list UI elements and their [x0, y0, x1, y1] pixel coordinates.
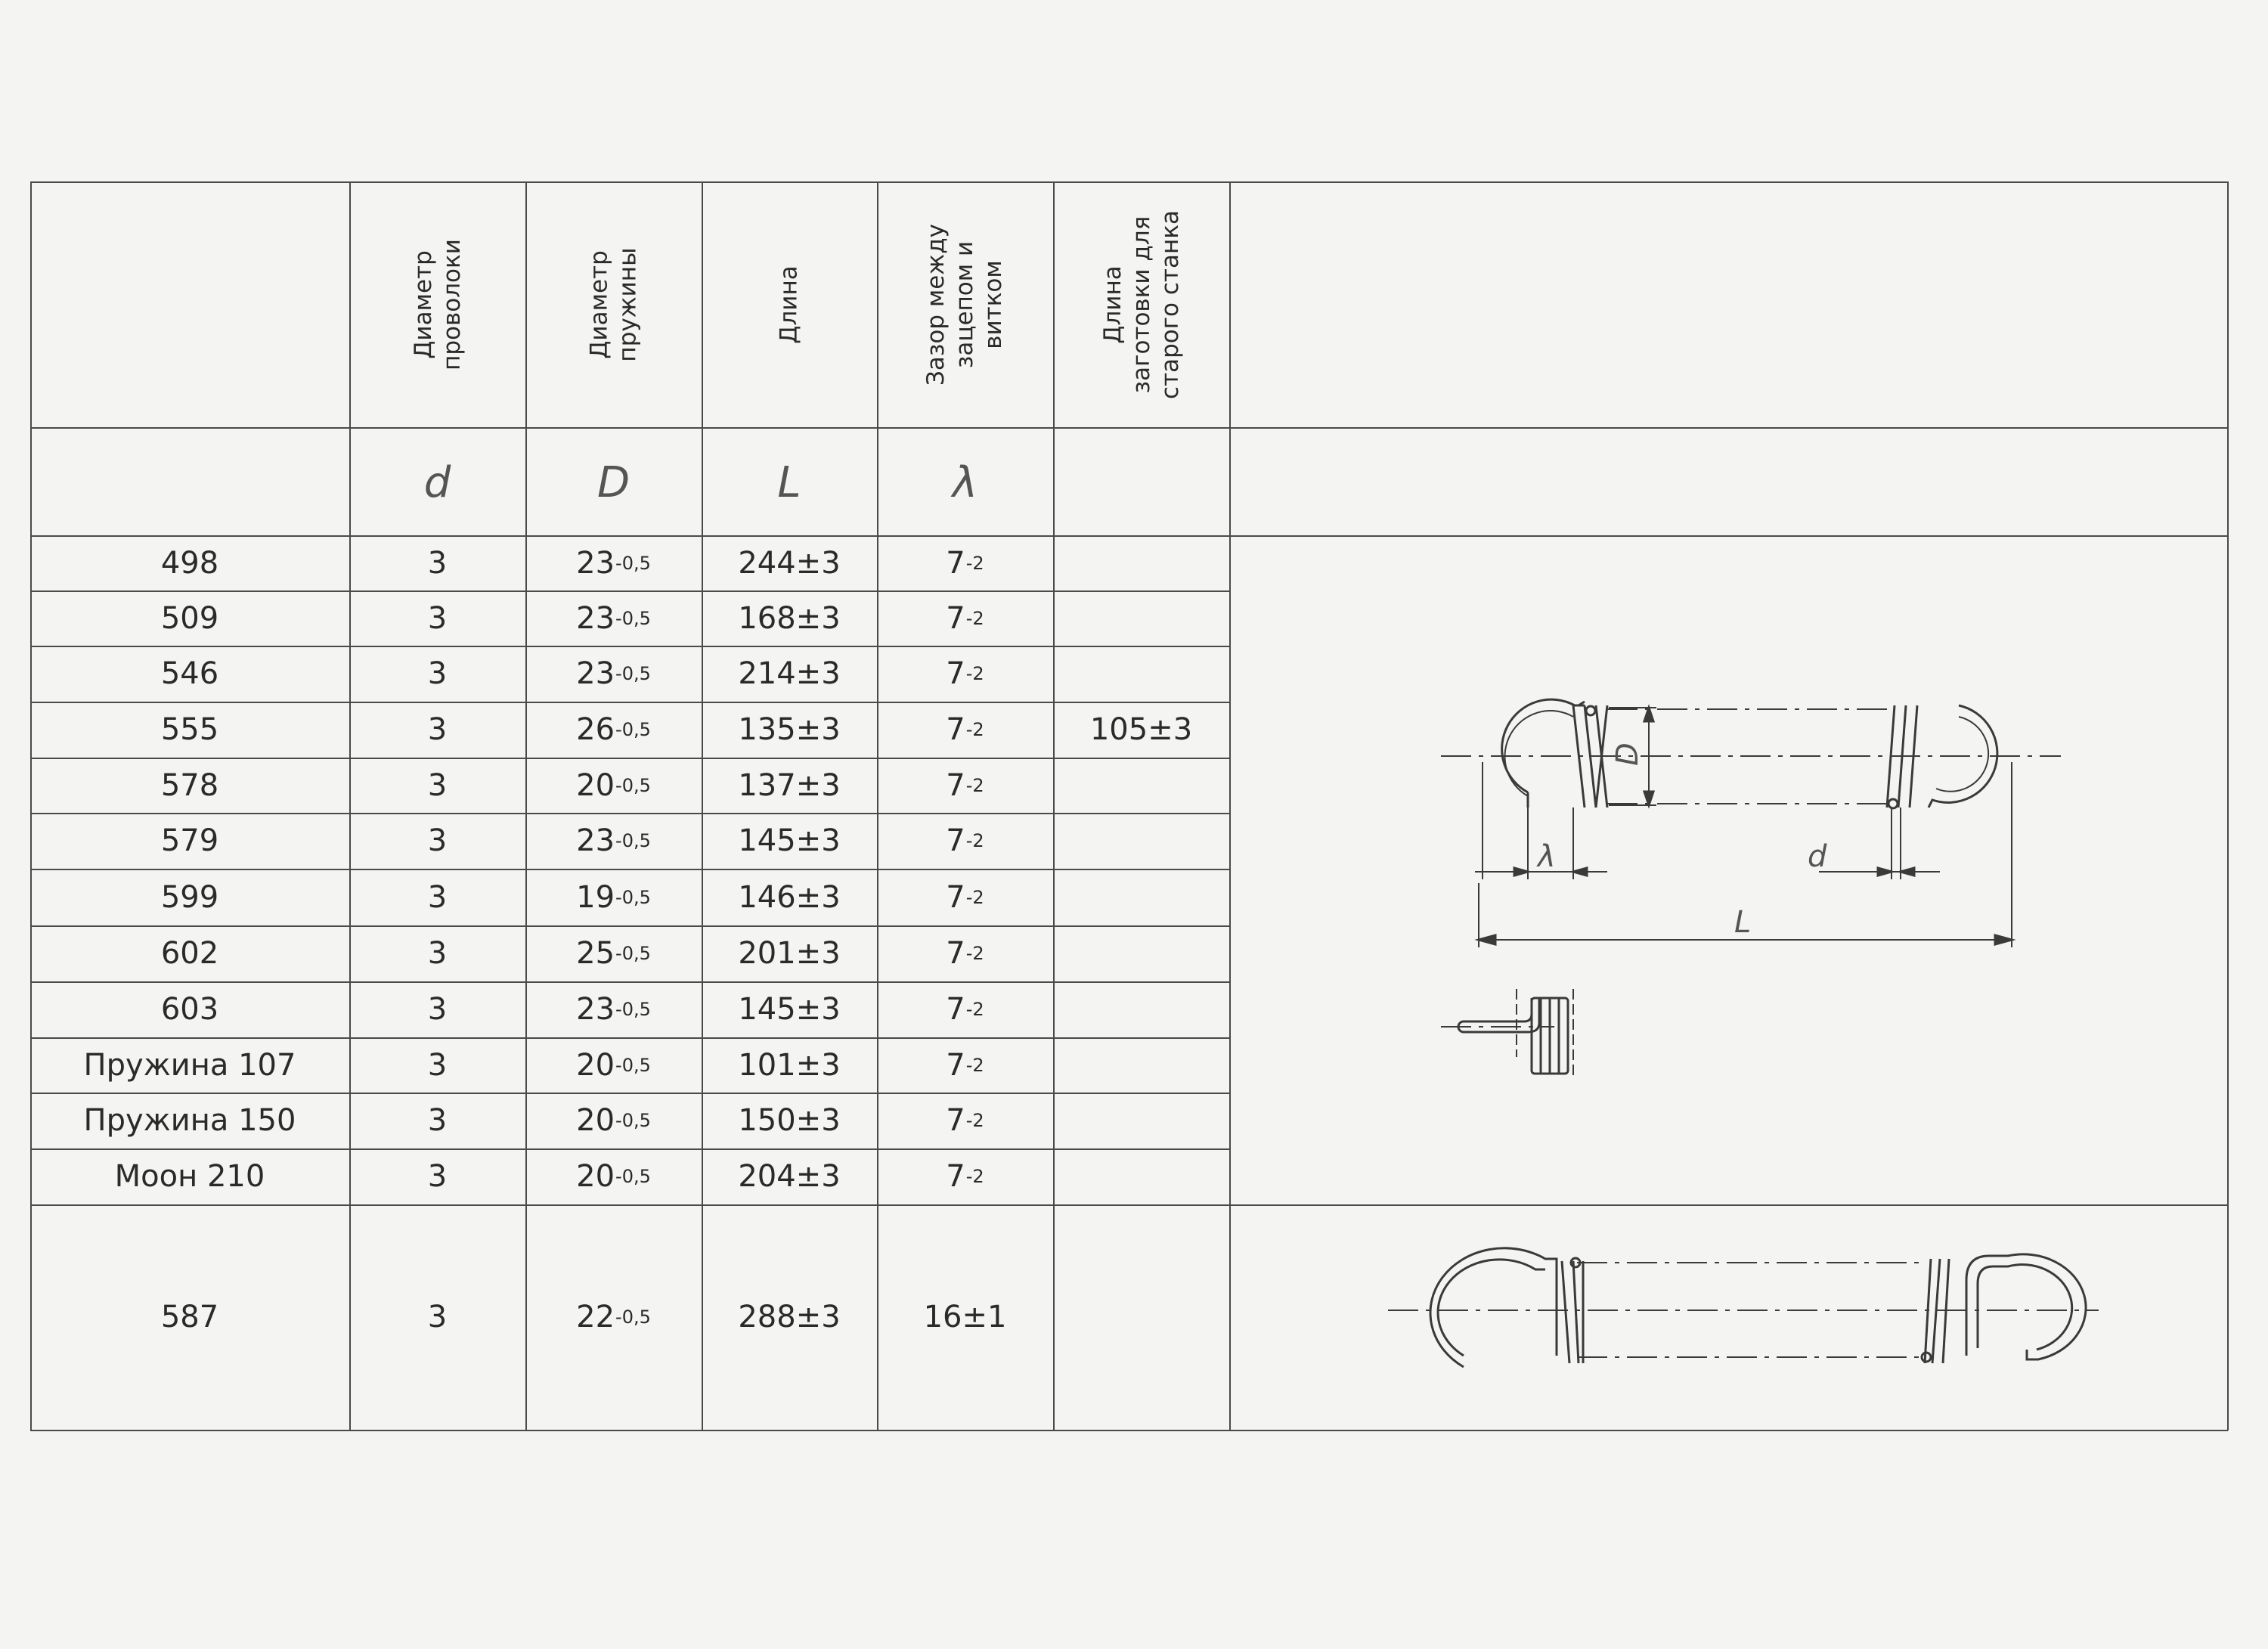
cell-value: 587 — [160, 1300, 219, 1334]
cell-blank — [1053, 1148, 1229, 1204]
cell-blank — [1053, 1037, 1229, 1093]
cell-value: 23 — [576, 545, 615, 581]
cell-tolerance: -0,5 — [615, 552, 651, 574]
cell-gap — [877, 1148, 1053, 1204]
cell-value: 7 — [946, 1103, 965, 1138]
drawing-label-lambda: λ — [1538, 839, 1556, 874]
cell-d — [349, 1037, 525, 1093]
cell-value: 3 — [427, 1047, 448, 1083]
cell-value: 3 — [427, 879, 448, 915]
cell-blank — [1053, 1093, 1229, 1148]
cell-name — [30, 702, 349, 758]
cell-value: 7 — [946, 600, 965, 636]
cell-L — [702, 813, 877, 869]
cell-d — [349, 1204, 525, 1430]
cell-name — [30, 1204, 349, 1430]
cell-tolerance: -0,5 — [615, 719, 651, 740]
header-wire-diameter-label: Диаметр проволоки — [409, 238, 466, 370]
cell-tolerance: -2 — [965, 719, 984, 740]
cell-D — [525, 1037, 702, 1093]
cell-gap — [877, 758, 1053, 813]
cell-value: 603 — [160, 992, 219, 1027]
cell-value: 3 — [427, 600, 448, 636]
cell-value: 20 — [576, 1159, 615, 1194]
header-blank-length — [1053, 181, 1229, 427]
cell-value: 555 — [160, 712, 219, 747]
cell-value: 214±3 — [738, 656, 841, 691]
cell-name — [30, 1037, 349, 1093]
cell-blank — [1053, 590, 1229, 646]
cell-tolerance: -2 — [965, 943, 984, 964]
cell-value: 25 — [576, 936, 615, 971]
cell-gap — [877, 925, 1053, 981]
cell-value: 3 — [427, 767, 448, 803]
cell-value: 7 — [946, 545, 965, 581]
cell-tolerance: -0,5 — [615, 1306, 651, 1328]
cell-L — [702, 702, 877, 758]
cell-tolerance: -0,5 — [615, 607, 651, 629]
cell-tolerance: -2 — [965, 1110, 984, 1131]
cell-D — [525, 925, 702, 981]
header-spring-diameter — [525, 181, 702, 427]
cell-value: 7 — [946, 992, 965, 1027]
cell-value: 137±3 — [738, 767, 841, 803]
cell-L — [702, 1037, 877, 1093]
cell-name — [30, 981, 349, 1037]
cell-value: 578 — [160, 767, 219, 803]
cell-tolerance: -2 — [965, 1166, 984, 1187]
cell-value: 20 — [576, 1103, 615, 1138]
cell-value: Пружина 107 — [83, 1047, 296, 1083]
cell-L — [702, 590, 877, 646]
cell-value: 498 — [160, 545, 219, 581]
col-line — [2227, 181, 2229, 1430]
cell-value: 3 — [427, 712, 448, 747]
cell-name — [30, 535, 349, 590]
cell-name — [30, 1093, 349, 1148]
cell-value: 16±1 — [923, 1300, 1007, 1334]
cell-value: 150±3 — [738, 1103, 841, 1138]
cell-blank — [1053, 925, 1229, 981]
cell-tolerance: -2 — [965, 999, 984, 1020]
cell-d — [349, 1093, 525, 1148]
cell-blank — [1053, 981, 1229, 1037]
spring-side-view — [1441, 989, 1573, 1080]
drawing-label-d: d — [1808, 839, 1827, 874]
cell-gap — [877, 590, 1053, 646]
cell-blank — [1053, 702, 1229, 758]
cell-value: 135±3 — [738, 712, 841, 747]
cell-name — [30, 590, 349, 646]
cell-D — [525, 1204, 702, 1430]
cell-tolerance: -0,5 — [615, 1166, 651, 1187]
cell-tolerance: -0,5 — [615, 1110, 651, 1131]
cell-gap — [877, 869, 1053, 925]
cell-name — [30, 646, 349, 702]
drawing-label-L: L — [1734, 905, 1752, 940]
cell-value: 7 — [946, 936, 965, 971]
cell-blank — [1053, 869, 1229, 925]
symbol-d: d — [423, 457, 451, 507]
cell-L — [702, 758, 877, 813]
cell-blank — [1053, 535, 1229, 590]
cell-value: 602 — [160, 936, 219, 971]
cell-tolerance: -0,5 — [615, 943, 651, 964]
spring-drawing-587 — [1229, 1204, 2227, 1430]
cell-D — [525, 869, 702, 925]
header-length — [702, 181, 877, 427]
cell-name — [30, 869, 349, 925]
cell-value: 3 — [427, 992, 448, 1027]
symbol-L: L — [777, 457, 801, 507]
right-hook-587 — [1966, 1254, 2086, 1359]
cell-value: 3 — [427, 656, 448, 691]
cell-value: 599 — [160, 879, 219, 915]
cell-value: 7 — [946, 879, 965, 915]
cell-value: 23 — [576, 992, 615, 1027]
cell-tolerance: -2 — [965, 830, 984, 851]
header-divider — [30, 427, 2228, 429]
cell-value: 101±3 — [738, 1047, 841, 1083]
cell-gap — [877, 1093, 1053, 1148]
table-border-bottom — [30, 1430, 2228, 1431]
cell-value: 3 — [427, 1103, 448, 1138]
left-hook-587 — [1430, 1248, 1557, 1367]
cell-value: 26 — [576, 712, 615, 747]
cell-tolerance: -0,5 — [615, 663, 651, 684]
symbol-lambda: λ — [952, 457, 978, 507]
left-coils — [1573, 702, 1607, 807]
cell-value: 7 — [946, 767, 965, 803]
symbol-D: D — [596, 457, 631, 507]
cell-value: 7 — [946, 823, 965, 858]
cell-d — [349, 702, 525, 758]
cell-blank — [1053, 1204, 1229, 1430]
cell-value: 546 — [160, 656, 219, 691]
cell-L — [702, 1093, 877, 1148]
cell-name — [30, 813, 349, 869]
cell-tolerance: -2 — [965, 774, 984, 796]
cell-value: 7 — [946, 656, 965, 691]
header-gap — [877, 181, 1053, 427]
cell-gap — [877, 1204, 1053, 1430]
cell-D — [525, 590, 702, 646]
cell-value: 244±3 — [738, 545, 841, 581]
cell-d — [349, 590, 525, 646]
cell-value: 22 — [576, 1300, 615, 1334]
header-gap-label: Зазор между зацепом и витком — [922, 223, 1008, 386]
cell-tolerance: -2 — [965, 1054, 984, 1076]
cell-name — [30, 925, 349, 981]
cell-gap — [877, 646, 1053, 702]
cell-tolerance: -2 — [965, 886, 984, 908]
cell-D — [525, 1148, 702, 1204]
cell-D — [525, 702, 702, 758]
cell-value: 3 — [427, 936, 448, 971]
cell-value: 288±3 — [738, 1300, 841, 1334]
cell-d — [349, 646, 525, 702]
cell-tolerance: -0,5 — [615, 830, 651, 851]
cell-value: 201±3 — [738, 936, 841, 971]
cell-L — [702, 981, 877, 1037]
cell-D — [525, 813, 702, 869]
cell-D — [525, 1093, 702, 1148]
spring-drawing-top — [1229, 535, 2227, 1204]
cell-gap — [877, 702, 1053, 758]
cell-blank — [1053, 758, 1229, 813]
cell-value: 19 — [576, 879, 615, 915]
cell-value: 3 — [427, 823, 448, 858]
cell-d — [349, 1148, 525, 1204]
cell-D — [525, 646, 702, 702]
cell-L — [702, 646, 877, 702]
cell-L — [702, 1148, 877, 1204]
cell-value: 204±3 — [738, 1159, 841, 1194]
cell-gap — [877, 981, 1053, 1037]
cell-value: 7 — [946, 712, 965, 747]
left-hook — [1502, 699, 1585, 792]
cell-value: 105±3 — [1089, 712, 1193, 747]
cell-value: 23 — [576, 600, 615, 636]
cell-value: Пружина 150 — [83, 1103, 296, 1138]
cell-L — [702, 1204, 877, 1430]
cell-gap — [877, 813, 1053, 869]
cell-L — [702, 925, 877, 981]
cell-d — [349, 535, 525, 590]
right-coils — [1887, 705, 1917, 807]
cell-tolerance: -2 — [965, 552, 984, 574]
cell-L — [702, 869, 877, 925]
cell-D — [525, 981, 702, 1037]
cell-tolerance: -0,5 — [615, 774, 651, 796]
cell-tolerance: -0,5 — [615, 999, 651, 1020]
cell-value: 20 — [576, 767, 615, 803]
cell-blank — [1053, 813, 1229, 869]
cell-value: 7 — [946, 1159, 965, 1194]
header-spring-diameter-label: Диаметр пружины — [585, 246, 642, 362]
cell-tolerance: -0,5 — [615, 1054, 651, 1076]
header-wire-diameter — [349, 181, 525, 427]
cell-value: 168±3 — [738, 600, 841, 636]
cell-name — [30, 758, 349, 813]
cell-gap — [877, 1037, 1053, 1093]
cell-D — [525, 758, 702, 813]
drawing-label-D: D — [1610, 742, 1645, 766]
cell-L — [702, 535, 877, 590]
cell-gap — [877, 535, 1053, 590]
cell-d — [349, 925, 525, 981]
cell-tolerance: -0,5 — [615, 886, 651, 908]
cell-tolerance: -2 — [965, 607, 984, 629]
cell-value: 23 — [576, 823, 615, 858]
cell-value: 3 — [427, 1300, 448, 1334]
cell-d — [349, 758, 525, 813]
cell-value: 7 — [946, 1047, 965, 1083]
cell-D — [525, 535, 702, 590]
cell-value: 579 — [160, 823, 219, 858]
cell-d — [349, 981, 525, 1037]
cell-value: 509 — [160, 600, 219, 636]
cell-tolerance: -2 — [965, 663, 984, 684]
header-blank-length-label: Длина заготовки для старого станка — [1098, 209, 1184, 399]
cell-value: 20 — [576, 1047, 615, 1083]
cell-d — [349, 813, 525, 869]
cell-value: Моон 210 — [114, 1159, 265, 1194]
header-length-label: Длина — [775, 265, 803, 344]
cell-value: 145±3 — [738, 992, 841, 1027]
cell-d — [349, 869, 525, 925]
cell-name — [30, 1148, 349, 1204]
cell-value: 3 — [427, 545, 448, 581]
cell-blank — [1053, 646, 1229, 702]
cell-value: 23 — [576, 656, 615, 691]
cell-value: 3 — [427, 1159, 448, 1194]
cell-value: 146±3 — [738, 879, 841, 915]
cell-value: 145±3 — [738, 823, 841, 858]
